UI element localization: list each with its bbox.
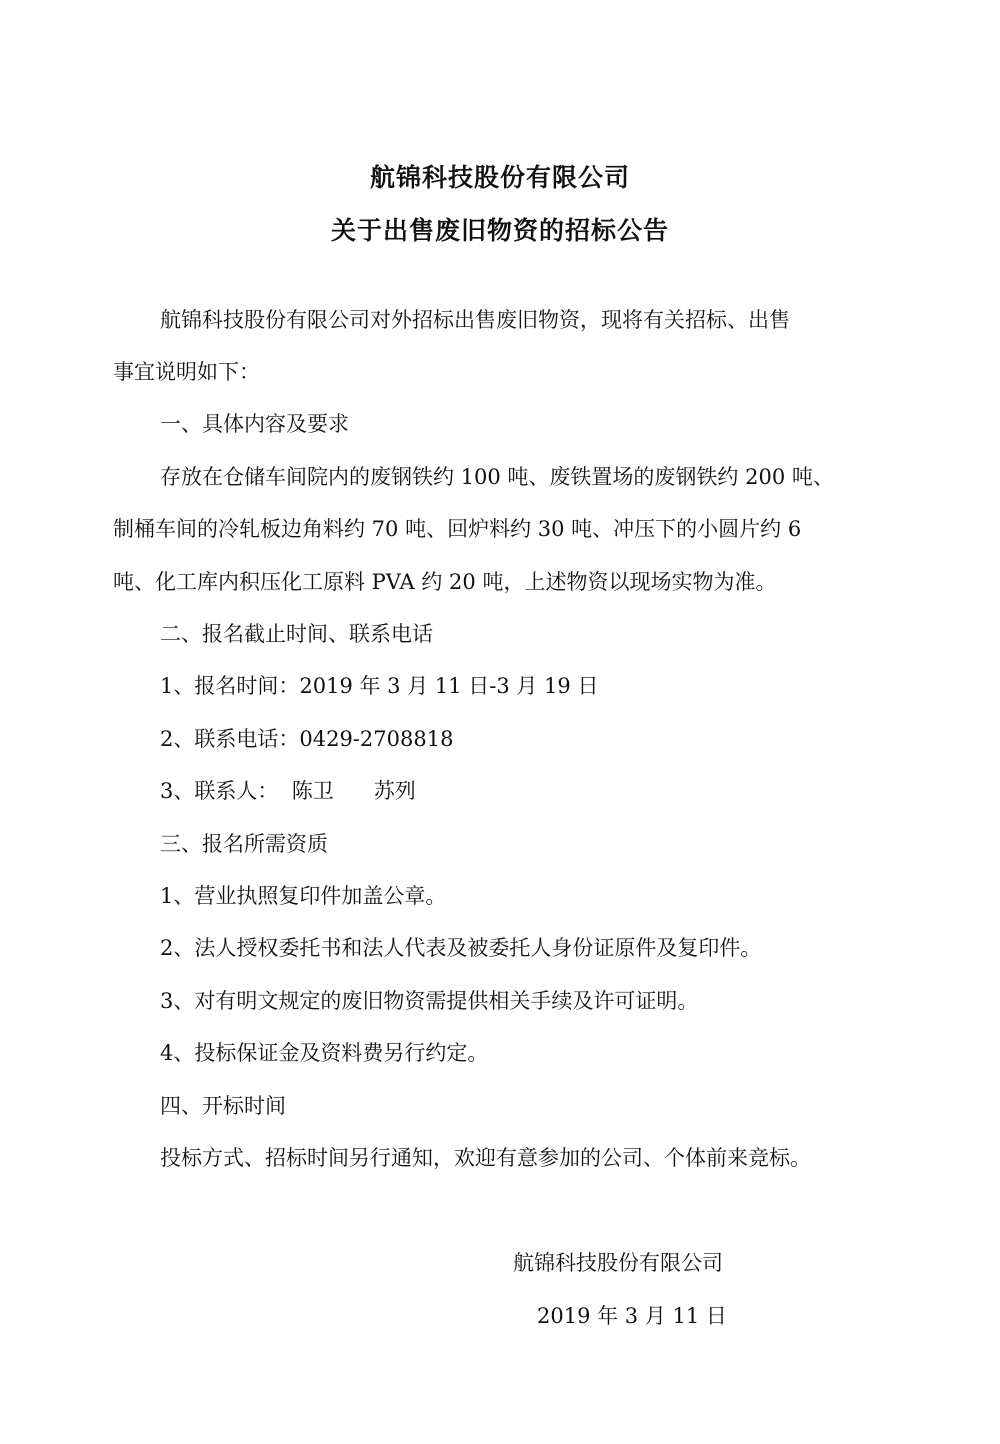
section-4-paragraph-line: 投标方式、招标时间另行通知，欢迎有意参加的公司、个体前来竞标。 <box>160 1146 811 1170</box>
section-heading-4: 四、开标时间 <box>160 1094 286 1118</box>
signature-date: 2019 年 3 月 11 日 <box>537 1304 727 1328</box>
document-title-company: 航锦科技股份有限公司 <box>369 163 630 192</box>
section-heading-3: 三、报名所需资质 <box>160 832 328 856</box>
section-2-item: 1、报名时间：2019 年 3 月 11 日-3 月 19 日 <box>160 674 599 698</box>
section-1-paragraph-line: 存放在仓储车间院内的废钢铁约 100 吨、废铁置场的废钢铁约 200 吨、 <box>160 465 834 489</box>
section-3-item: 4、投标保证金及资料费另行约定。 <box>160 1041 489 1065</box>
section-2-item: 3、联系人： 陈卫 苏列 <box>160 779 416 803</box>
section-3-item: 3、对有明文规定的废旧物资需提供相关手续及许可证明。 <box>160 989 699 1013</box>
document-title-subject: 关于出售废旧物资的招标公告 <box>330 216 669 245</box>
section-3-item: 2、法人授权委托书和法人代表及被委托人身份证原件及复印件。 <box>160 936 762 960</box>
section-3-item: 1、营业执照复印件加盖公章。 <box>160 884 447 908</box>
section-1-paragraph-line: 制桶车间的冷轧板边角料约 70 吨、回炉料约 30 吨、冲压下的小圆片约 6 <box>113 517 802 541</box>
section-2-item: 2、联系电话：0429-2708818 <box>160 727 454 751</box>
intro-line-2: 事宜说明如下： <box>113 360 260 384</box>
section-heading-2: 二、报名截止时间、联系电话 <box>160 622 433 646</box>
section-1-paragraph-line: 吨、化工库内积压化工原料 PVA 约 20 吨，上述物资以现场实物为准。 <box>113 570 777 594</box>
signature-company: 航锦科技股份有限公司 <box>513 1251 723 1275</box>
section-heading-1: 一、具体内容及要求 <box>160 412 349 436</box>
intro-line-1: 航锦科技股份有限公司对外招标出售废旧物资，现将有关招标、出售 <box>160 308 790 332</box>
